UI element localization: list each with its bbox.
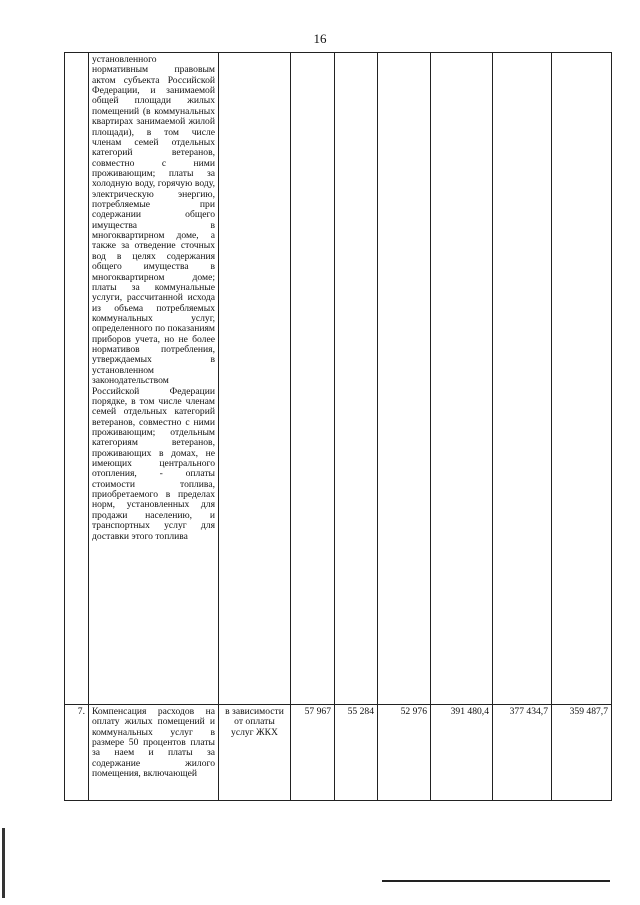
- value-cell: 55 284: [335, 705, 378, 801]
- row-number-cell: [65, 53, 89, 705]
- row-number-cell: 7.: [65, 705, 89, 801]
- footer-rule: [382, 880, 610, 882]
- description-cell: Компенсация расходов на оплату жилых помещений и коммунальных услуг в размере 50 процентов платы за наем и платы за содержание жилого помещения, включающей: [89, 705, 219, 801]
- benefits-table: [64, 52, 612, 801]
- value-cell: [291, 53, 335, 705]
- value-cell: [335, 53, 378, 705]
- value-cell: 377 434,7: [493, 705, 552, 801]
- page-number: 16: [313, 31, 327, 46]
- table-row-7: [65, 705, 612, 801]
- description-cell: установленного нормативным правовым актом субъекта Российской Федерации, и занимаемой общей площади жилых помещений (в коммунальных квартирах занимаемой жилой площади), в том числе членам семей отдельных категорий ветеранов, совместно с ними проживающим; платы за холодную воду, горячую воду, электрическую энергию, потребляемые при содержании общего имущества в многоквартирном доме, а также за отведение сточных вод в целях содержания общего имущества в многоквартирном доме; платы за коммунальные услуги, рассчитанной исхода из объема потребляемых коммунальных услуг, определенного по показаниям приборов учета, но не более нормативов потребления, утверждаемых в установленном законодательством Российской Федерации порядке, в том числе членам семей отдельных категорий ветеранов, совместно с ними проживающим; отдельным категориям ветеранов, проживающих в домах, не имеющих центрального отопления, - оплаты стоимости топлива, приобретаемого в пределах норм, установленных для продажи населению, и транспортных услуг для доставки этого топлива: [89, 53, 219, 705]
- table-row-continuation: [65, 53, 612, 705]
- value-cell: 52 976: [378, 705, 431, 801]
- value-cell: 359 487,7: [552, 705, 612, 801]
- condition-cell: в зависимости от оплаты услуг ЖКХ: [219, 705, 291, 801]
- value-cell: [431, 53, 493, 705]
- scan-edge-mark: [2, 828, 5, 898]
- value-cell: 391 480,4: [431, 705, 493, 801]
- value-cell: [552, 53, 612, 705]
- condition-cell: [219, 53, 291, 705]
- value-cell: [378, 53, 431, 705]
- value-cell: [493, 53, 552, 705]
- value-cell: 57 967: [291, 705, 335, 801]
